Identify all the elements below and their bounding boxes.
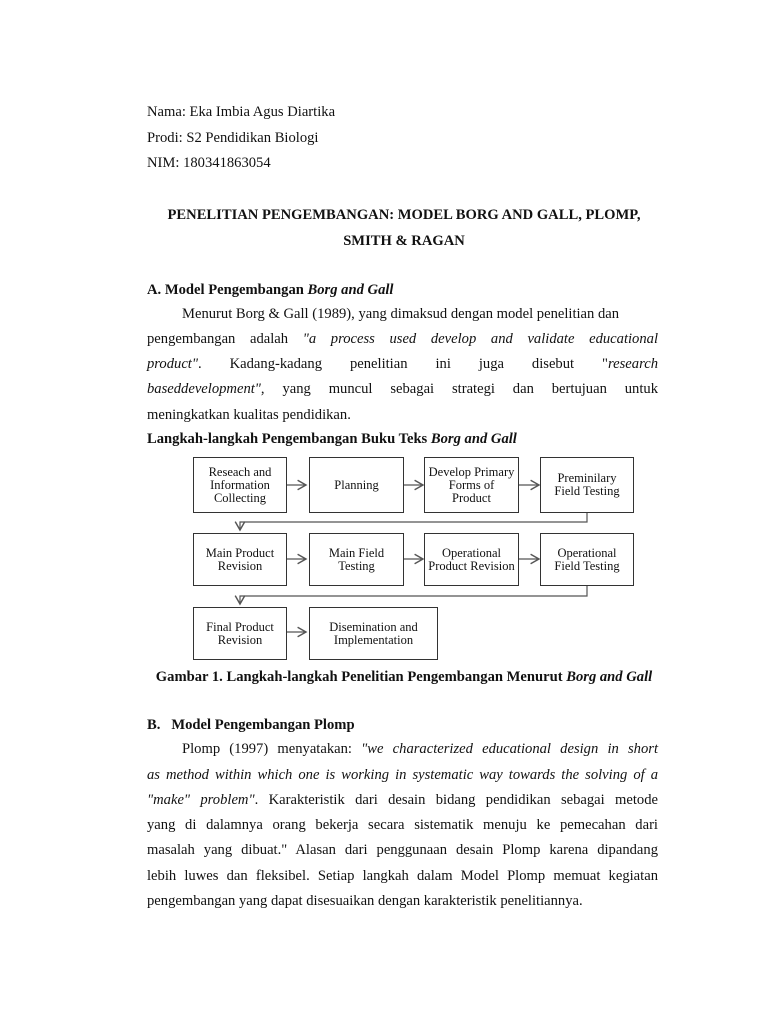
b-l1-prefix: Plomp (1997) menyatakan: — [182, 741, 362, 757]
p3-quote-end: product" — [147, 356, 198, 372]
figure-caption-prefix: Gambar 1. Langkah-langkah Penelitian Pengembangan Menurut — [155, 669, 567, 685]
section-b-line-7: pengembangan yang dapat disesuaikan dengan karakteristik penelitiannya. — [147, 893, 583, 909]
figure-caption — [147, 668, 661, 686]
b-l3-quote: "make" problem" — [147, 792, 255, 808]
step-operational-product-revision: Operational Product Revision — [424, 533, 519, 586]
section-a-heading-italic: Borg and Gall — [307, 282, 394, 298]
arrow-8-9 — [240, 586, 587, 604]
step-develop-primary-forms: Develop Primary Forms of Product — [424, 457, 519, 513]
p4-rest: , yang muncul sebagai strategi dan bertujuan untuk — [260, 381, 658, 397]
arrow-4-5 — [240, 513, 587, 530]
step-dissemination-implementation: Disemination and Implementation — [309, 607, 438, 660]
section-b-heading: B. Model Pengembangan Plomp — [147, 717, 355, 733]
section-a-heading-prefix: A. Model Pengembangan — [147, 282, 308, 298]
step-research-information: Reseach and Information Collecting — [193, 457, 287, 513]
section-b-line-6: lebih luwes dan fleksibel. Setiap langkah dalam Model Plomp memuat kegiatan — [147, 868, 658, 884]
section-a-paragraph-line-1: Menurut Borg & Gall (1989), yang dimaksud dengan model penelitian dan — [182, 306, 620, 322]
step-main-field-testing: Main Field Testing — [309, 533, 404, 586]
step-preliminary-field-testing: Preminilary Field Testing — [540, 457, 634, 513]
b-l3-rest: . Karakteristik dari desain bidang pendidikan sebagai metode — [254, 792, 658, 808]
title-line-2: SMITH & RAGAN — [343, 233, 465, 249]
b-l2-quote: as method within which one is working in systematic way towards the solving of a — [147, 767, 658, 783]
p2-prefix: pengembangan adalah — [147, 331, 303, 347]
step-planning: Planning — [309, 457, 404, 513]
step-final-product-revision: Final Product Revision — [193, 607, 287, 660]
flowchart-heading-italic: Borg and Gall — [430, 431, 517, 447]
p2-quote: "a process used develop and validate educational — [302, 331, 658, 347]
student-name: Nama: Eka Imbia Agus Diartika — [147, 104, 336, 120]
section-b-line-3 — [147, 791, 658, 809]
study-program: Prodi: S2 Pendidikan Biologi — [147, 130, 319, 146]
section-b-line-2 — [147, 766, 658, 784]
step-operational-field-testing: Operational Field Testing — [540, 533, 634, 586]
section-b-line-5: masalah yang dibuat." Alasan dari penggunaan desain Plomp karena dipandang — [147, 842, 658, 858]
section-a-paragraph-line-5: meningkatkan kualitas pendidikan. — [147, 407, 351, 423]
p3-italic-research: research — [608, 356, 658, 372]
b-l1-quote: "we characterized educational design in short — [361, 741, 659, 757]
p3-rest: . Kadang-kadang penelitian ini juga disebut " — [198, 356, 609, 372]
p4-italic: baseddevelopment" — [147, 381, 261, 397]
title-line-1: PENELITIAN PENGEMBANGAN: MODEL BORG AND GALL, PLOMP, — [167, 207, 641, 223]
section-b-line-1 — [182, 740, 658, 758]
flowchart-heading-prefix: Langkah-langkah Pengembangan Buku Teks — [147, 431, 431, 447]
figure-caption-italic: Borg and Gall — [566, 669, 653, 685]
student-id: NIM: 180341863054 — [147, 155, 271, 171]
step-main-product-revision: Main Product Revision — [193, 533, 287, 586]
section-b-line-4: yang di dalamnya orang bekerja secara sistematik menuju ke pemecahan dari — [147, 817, 658, 833]
